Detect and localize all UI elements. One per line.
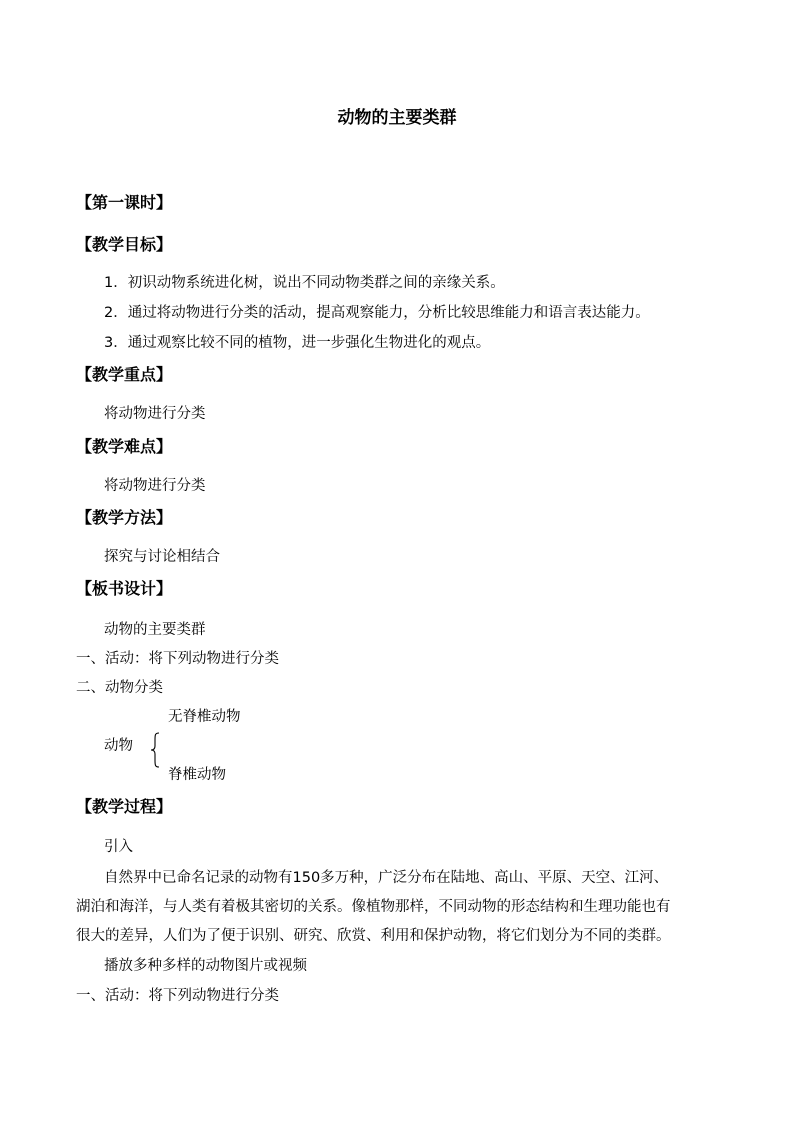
- board-branch-top: 无脊椎动物: [168, 709, 241, 725]
- process-paragraph-line-2: 湖泊和海洋，与人类有着极其密切的关系。像植物那样，不同动物的形态结构和生理功能也有: [76, 899, 671, 915]
- document-title: 动物的主要类群: [337, 108, 457, 128]
- process-paragraph-line-1: 自然界中已命名记录的动物有150多万种，广泛分布在陆地、高山、平原、天空、江河、: [104, 870, 669, 886]
- board-root: 动物: [104, 738, 133, 754]
- heading-goals: 【教学目标】: [76, 235, 173, 254]
- heading-methods: 【教学方法】: [76, 508, 173, 527]
- process-intro-label: 引入: [104, 839, 133, 855]
- process-activity: 一、活动：将下列动物进行分类: [76, 988, 279, 1004]
- goal-item-1: 1．初识动物系统进化树，说出不同动物类群之间的亲缘关系。: [104, 275, 505, 291]
- heading-board: 【板书设计】: [76, 579, 173, 598]
- board-item-2: 二、动物分类: [76, 680, 163, 696]
- process-play-media: 播放多种多样的动物图片或视频: [104, 958, 307, 974]
- goal-item-3: 3．通过观察比较不同的植物，进一步强化生物进化的观点。: [104, 335, 491, 351]
- curly-brace-icon: [150, 732, 160, 768]
- goal-item-2: 2．通过将动物进行分类的活动，提高观察能力，分析比较思维能力和语言表达能力。: [104, 305, 650, 321]
- board-title: 动物的主要类群: [104, 622, 206, 638]
- heading-difficulties: 【教学难点】: [76, 437, 173, 456]
- board-branch-bottom: 脊椎动物: [168, 767, 226, 783]
- key-points-text: 将动物进行分类: [104, 406, 206, 422]
- heading-key-points: 【教学重点】: [76, 365, 173, 384]
- difficulties-text: 将动物进行分类: [104, 478, 206, 494]
- process-paragraph-line-3: 很大的差异，人们为了便于识别、研究、欣赏、利用和保护动物，将它们划分为不同的类群。: [76, 928, 671, 944]
- board-item-1: 一、活动：将下列动物进行分类: [76, 651, 279, 667]
- methods-text: 探究与讨论相结合: [104, 549, 220, 565]
- heading-lesson: 【第一课时】: [76, 193, 173, 212]
- heading-process: 【教学过程】: [76, 797, 173, 816]
